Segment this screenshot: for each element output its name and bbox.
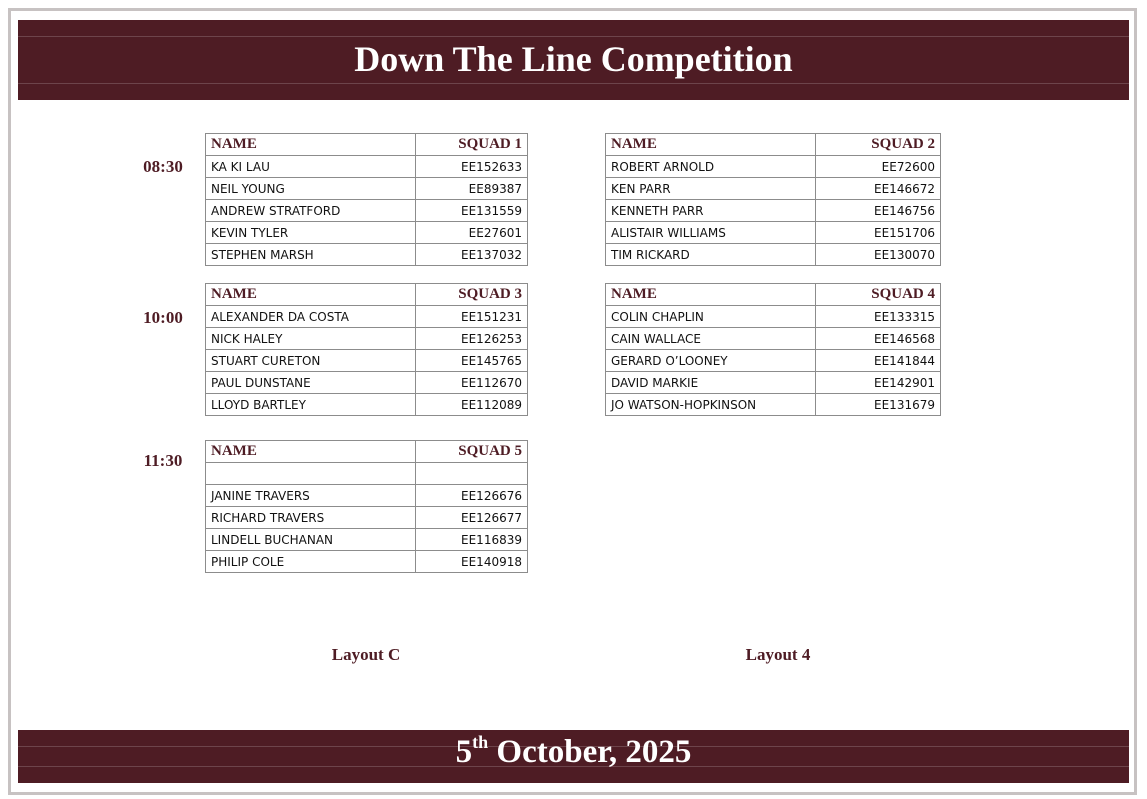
date-month-year: October, 2025: [488, 734, 692, 770]
table-row: [606, 394, 941, 416]
shooter-id: EE137032: [416, 244, 528, 266]
shooter-name: NEIL YOUNG: [206, 178, 416, 200]
shooter-name: ROBERT ARNOLD: [606, 156, 816, 178]
table-row: [206, 394, 528, 416]
table-row: [206, 529, 528, 551]
shooter-id: EE112089: [416, 394, 528, 416]
shooter-id: EE133315: [816, 306, 941, 328]
shooter-id: EE146672: [816, 178, 941, 200]
squad-column-header: SQUAD 5: [416, 441, 528, 463]
shooter-name: JANINE TRAVERS: [206, 485, 416, 507]
shooter-name: KA KI LAU: [206, 156, 416, 178]
shooter-name: DAVID MARKIE: [606, 372, 816, 394]
table-header-row: [206, 284, 528, 306]
table-row: [206, 200, 528, 222]
squad-1-table: [205, 133, 528, 266]
squad-column-header: SQUAD 3: [416, 284, 528, 306]
shooter-id: EE146756: [816, 200, 941, 222]
table-row: [606, 200, 941, 222]
squad-column-header: SQUAD 2: [816, 134, 941, 156]
shooter-name: STEPHEN MARSH: [206, 244, 416, 266]
shooter-name: STUART CURETON: [206, 350, 416, 372]
table-row: [606, 328, 941, 350]
shooter-name: KENNETH PARR: [606, 200, 816, 222]
layout-label-right: Layout 4: [745, 645, 811, 664]
shooter-name: ALISTAIR WILLIAMS: [606, 222, 816, 244]
shooter-id: EE140918: [416, 551, 528, 573]
table-row: [606, 222, 941, 244]
table-row: [206, 350, 528, 372]
shooter-name: RICHARD TRAVERS: [206, 507, 416, 529]
shooter-id: EE89387: [416, 178, 528, 200]
shooter-name: TIM RICKARD: [606, 244, 816, 266]
table-row: [206, 485, 528, 507]
name-column-header: NAME: [206, 284, 416, 306]
page-frame: [8, 8, 1137, 795]
shooter-name: NICK HALEY: [206, 328, 416, 350]
squad-4-table: [605, 283, 941, 416]
shooter-id: EE146568: [816, 328, 941, 350]
shooter-name: ANDREW STRATFORD: [206, 200, 416, 222]
table-row: [206, 372, 528, 394]
shooter-id: EE142901: [816, 372, 941, 394]
shooter-name: PAUL DUNSTANE: [206, 372, 416, 394]
event-date: [456, 734, 692, 770]
table-row: [606, 306, 941, 328]
table-header-row: [206, 134, 528, 156]
table-row: [206, 507, 528, 529]
shooter-id: EE27601: [416, 222, 528, 244]
table-row: [206, 328, 528, 350]
table-row: [206, 156, 528, 178]
shooter-name: KEVIN TYLER: [206, 222, 416, 244]
layout-label-left: Layout C: [331, 645, 401, 664]
table-row: [206, 463, 528, 485]
table-header-row: [606, 284, 941, 306]
table-row: [606, 156, 941, 178]
squad-column-header: SQUAD 4: [816, 284, 941, 306]
table-header-row: [606, 134, 941, 156]
title-banner: [18, 20, 1129, 100]
table-row: [606, 244, 941, 266]
table-row: [206, 244, 528, 266]
shooter-name: KEN PARR: [606, 178, 816, 200]
name-column-header: NAME: [206, 441, 416, 463]
shooter-id: EE126677: [416, 507, 528, 529]
squad-2-table: [605, 133, 941, 266]
shooter-id: EE151706: [816, 222, 941, 244]
date-banner: [18, 730, 1129, 783]
table-row: [206, 306, 528, 328]
table-row: [206, 178, 528, 200]
table-row: [206, 222, 528, 244]
shooter-id: EE131559: [416, 200, 528, 222]
name-column-header: NAME: [606, 284, 816, 306]
table-row: [606, 178, 941, 200]
shooter-id: EE72600: [816, 156, 941, 178]
shooter-id: EE152633: [416, 156, 528, 178]
page-title: Down The Line Competition: [354, 39, 793, 79]
squad-5-table: [205, 440, 528, 573]
shooter-id: EE130070: [816, 244, 941, 266]
squad-3-table: [205, 283, 528, 416]
shooter-name: COLIN CHAPLIN: [606, 306, 816, 328]
table-row: [206, 551, 528, 573]
shooter-name: LINDELL BUCHANAN: [206, 529, 416, 551]
name-column-header: NAME: [606, 134, 816, 156]
time-slot-3: 11:30: [143, 451, 183, 470]
shooter-id: EE126253: [416, 328, 528, 350]
date-day: 5: [455, 734, 473, 770]
table-row: [606, 350, 941, 372]
shooter-name: [206, 463, 416, 485]
squad-column-header: SQUAD 1: [416, 134, 528, 156]
shooter-name: PHILIP COLE: [206, 551, 416, 573]
shooter-id: EE145765: [416, 350, 528, 372]
shooter-name: GERARD O’LOONEY: [606, 350, 816, 372]
shooter-id: EE126676: [416, 485, 528, 507]
shooter-name: CAIN WALLACE: [606, 328, 816, 350]
shooter-name: JO WATSON-HOPKINSON: [606, 394, 816, 416]
table-header-row: [206, 441, 528, 463]
shooter-id: [416, 463, 528, 485]
shooter-id: EE112670: [416, 372, 528, 394]
shooter-name: LLOYD BARTLEY: [206, 394, 416, 416]
date-suffix: th: [472, 732, 489, 752]
name-column-header: NAME: [206, 134, 416, 156]
shooter-id: EE116839: [416, 529, 528, 551]
shooter-name: ALEXANDER DA COSTA: [206, 306, 416, 328]
time-slot-1: 08:30: [143, 157, 183, 176]
table-row: [606, 372, 941, 394]
shooter-id: EE131679: [816, 394, 941, 416]
shooter-id: EE151231: [416, 306, 528, 328]
time-slot-2: 10:00: [143, 308, 183, 327]
shooter-id: EE141844: [816, 350, 941, 372]
